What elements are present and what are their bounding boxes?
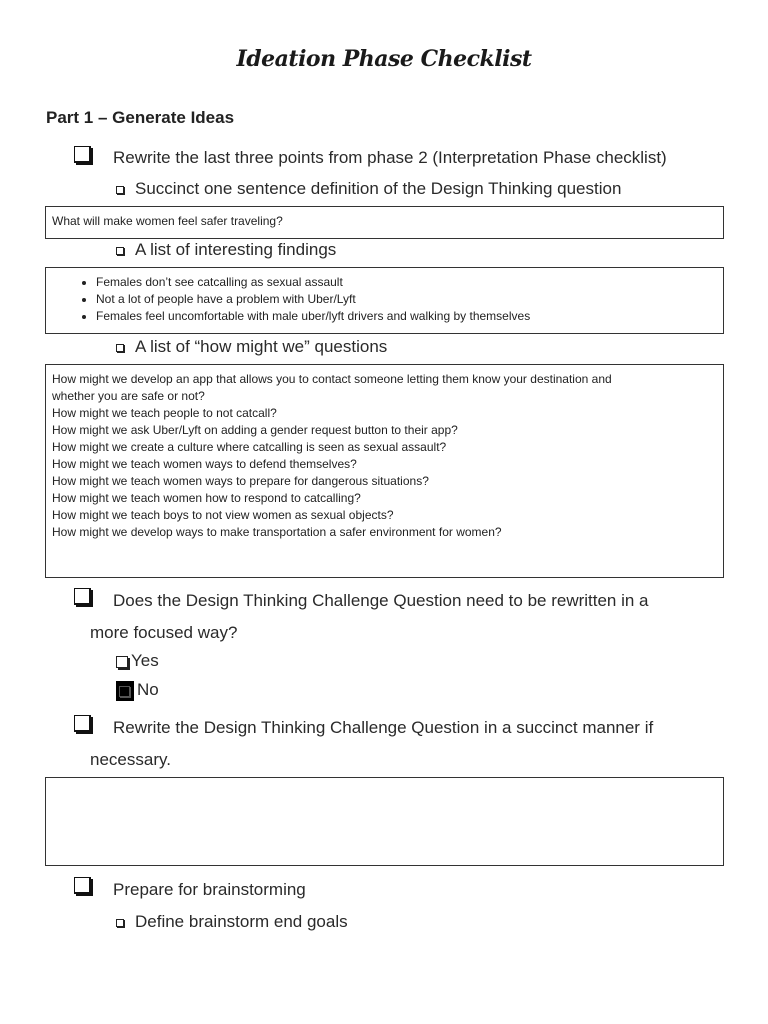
definition-answer-box[interactable] [45,206,724,239]
checkbox-yes[interactable] [116,656,128,668]
checkbox-succinct[interactable] [74,715,91,732]
checkbox-goals[interactable] [116,919,124,927]
succinct-answer-box[interactable] [45,777,724,866]
checkbox-rewrite-question[interactable] [74,588,91,605]
sub-goals-label: Define brainstorm end goals [135,912,348,931]
hmw-box[interactable] [45,364,724,578]
sub-findings-label: A list of interesting findings [135,240,337,259]
checkbox-rewrite-points[interactable] [74,146,91,163]
item-rewrite-question-line2: more focused way? [90,623,238,642]
hmw-line: How might we create a culture where catcalling is seen as sexual assault? [52,440,447,454]
hmw-line: whether you are safe or not? [52,389,205,403]
option-no[interactable] [116,680,159,701]
item-rewrite-points: Rewrite the last three points from phase 2 (Interpretation Phase checklist) [113,148,667,167]
findings-list [46,274,723,325]
definition-answer-text: What will make women feel safer traveling? [52,214,283,228]
hmw-line: How might we teach women ways to defend themselves? [52,457,357,471]
checkbox-findings[interactable] [116,247,124,255]
option-yes-label: Yes [131,651,159,670]
option-yes[interactable] [116,651,159,671]
checkbox-hmw[interactable] [116,344,124,352]
checkbox-no-checked[interactable] [116,681,134,701]
item-succinct-line1: Rewrite the Design Thinking Challenge Question in a succinct manner if [113,718,654,737]
item-brainstorm: Prepare for brainstorming [113,880,306,899]
item-rewrite-question-line1: Does the Design Thinking Challenge Question need to be rewritten in a [113,591,649,610]
hmw-line: How might we ask Uber/Lyft on adding a gender request button to their app? [52,423,458,437]
page-title: Ideation Phase Checklist [236,46,532,72]
findings-box[interactable] [45,267,724,334]
checkbox-definition[interactable] [116,186,124,194]
finding-item: • Females don’t see catcalling as sexual assault [96,274,723,291]
sub-definition-label: Succinct one sentence definition of the Design Thinking question [135,179,622,198]
hmw-line: How might we develop an app that allows you to contact someone letting them know your destination and [52,372,612,386]
hmw-line: How might we teach women how to respond to catcalling? [52,491,361,505]
hmw-line: How might we teach people to not catcall? [52,406,277,420]
hmw-line: How might we teach women ways to prepare for dangerous situations? [52,474,429,488]
checkbox-brainstorm[interactable] [74,877,91,894]
sub-hmw-label: A list of “how might we” questions [135,337,388,356]
hmw-line: How might we teach boys to not view women as sexual objects? [52,508,394,522]
part1-heading: Part 1 – Generate Ideas [46,108,235,127]
finding-item: • Females feel uncomfortable with male uber/lyft drivers and walking by themselves [96,308,723,325]
finding-item: • Not a lot of people have a problem with Uber/Lyft [96,291,723,308]
item-succinct-line2: necessary. [90,750,171,769]
option-no-label: No [137,680,159,699]
hmw-line: How might we develop ways to make transportation a safer environment for women? [52,525,502,539]
